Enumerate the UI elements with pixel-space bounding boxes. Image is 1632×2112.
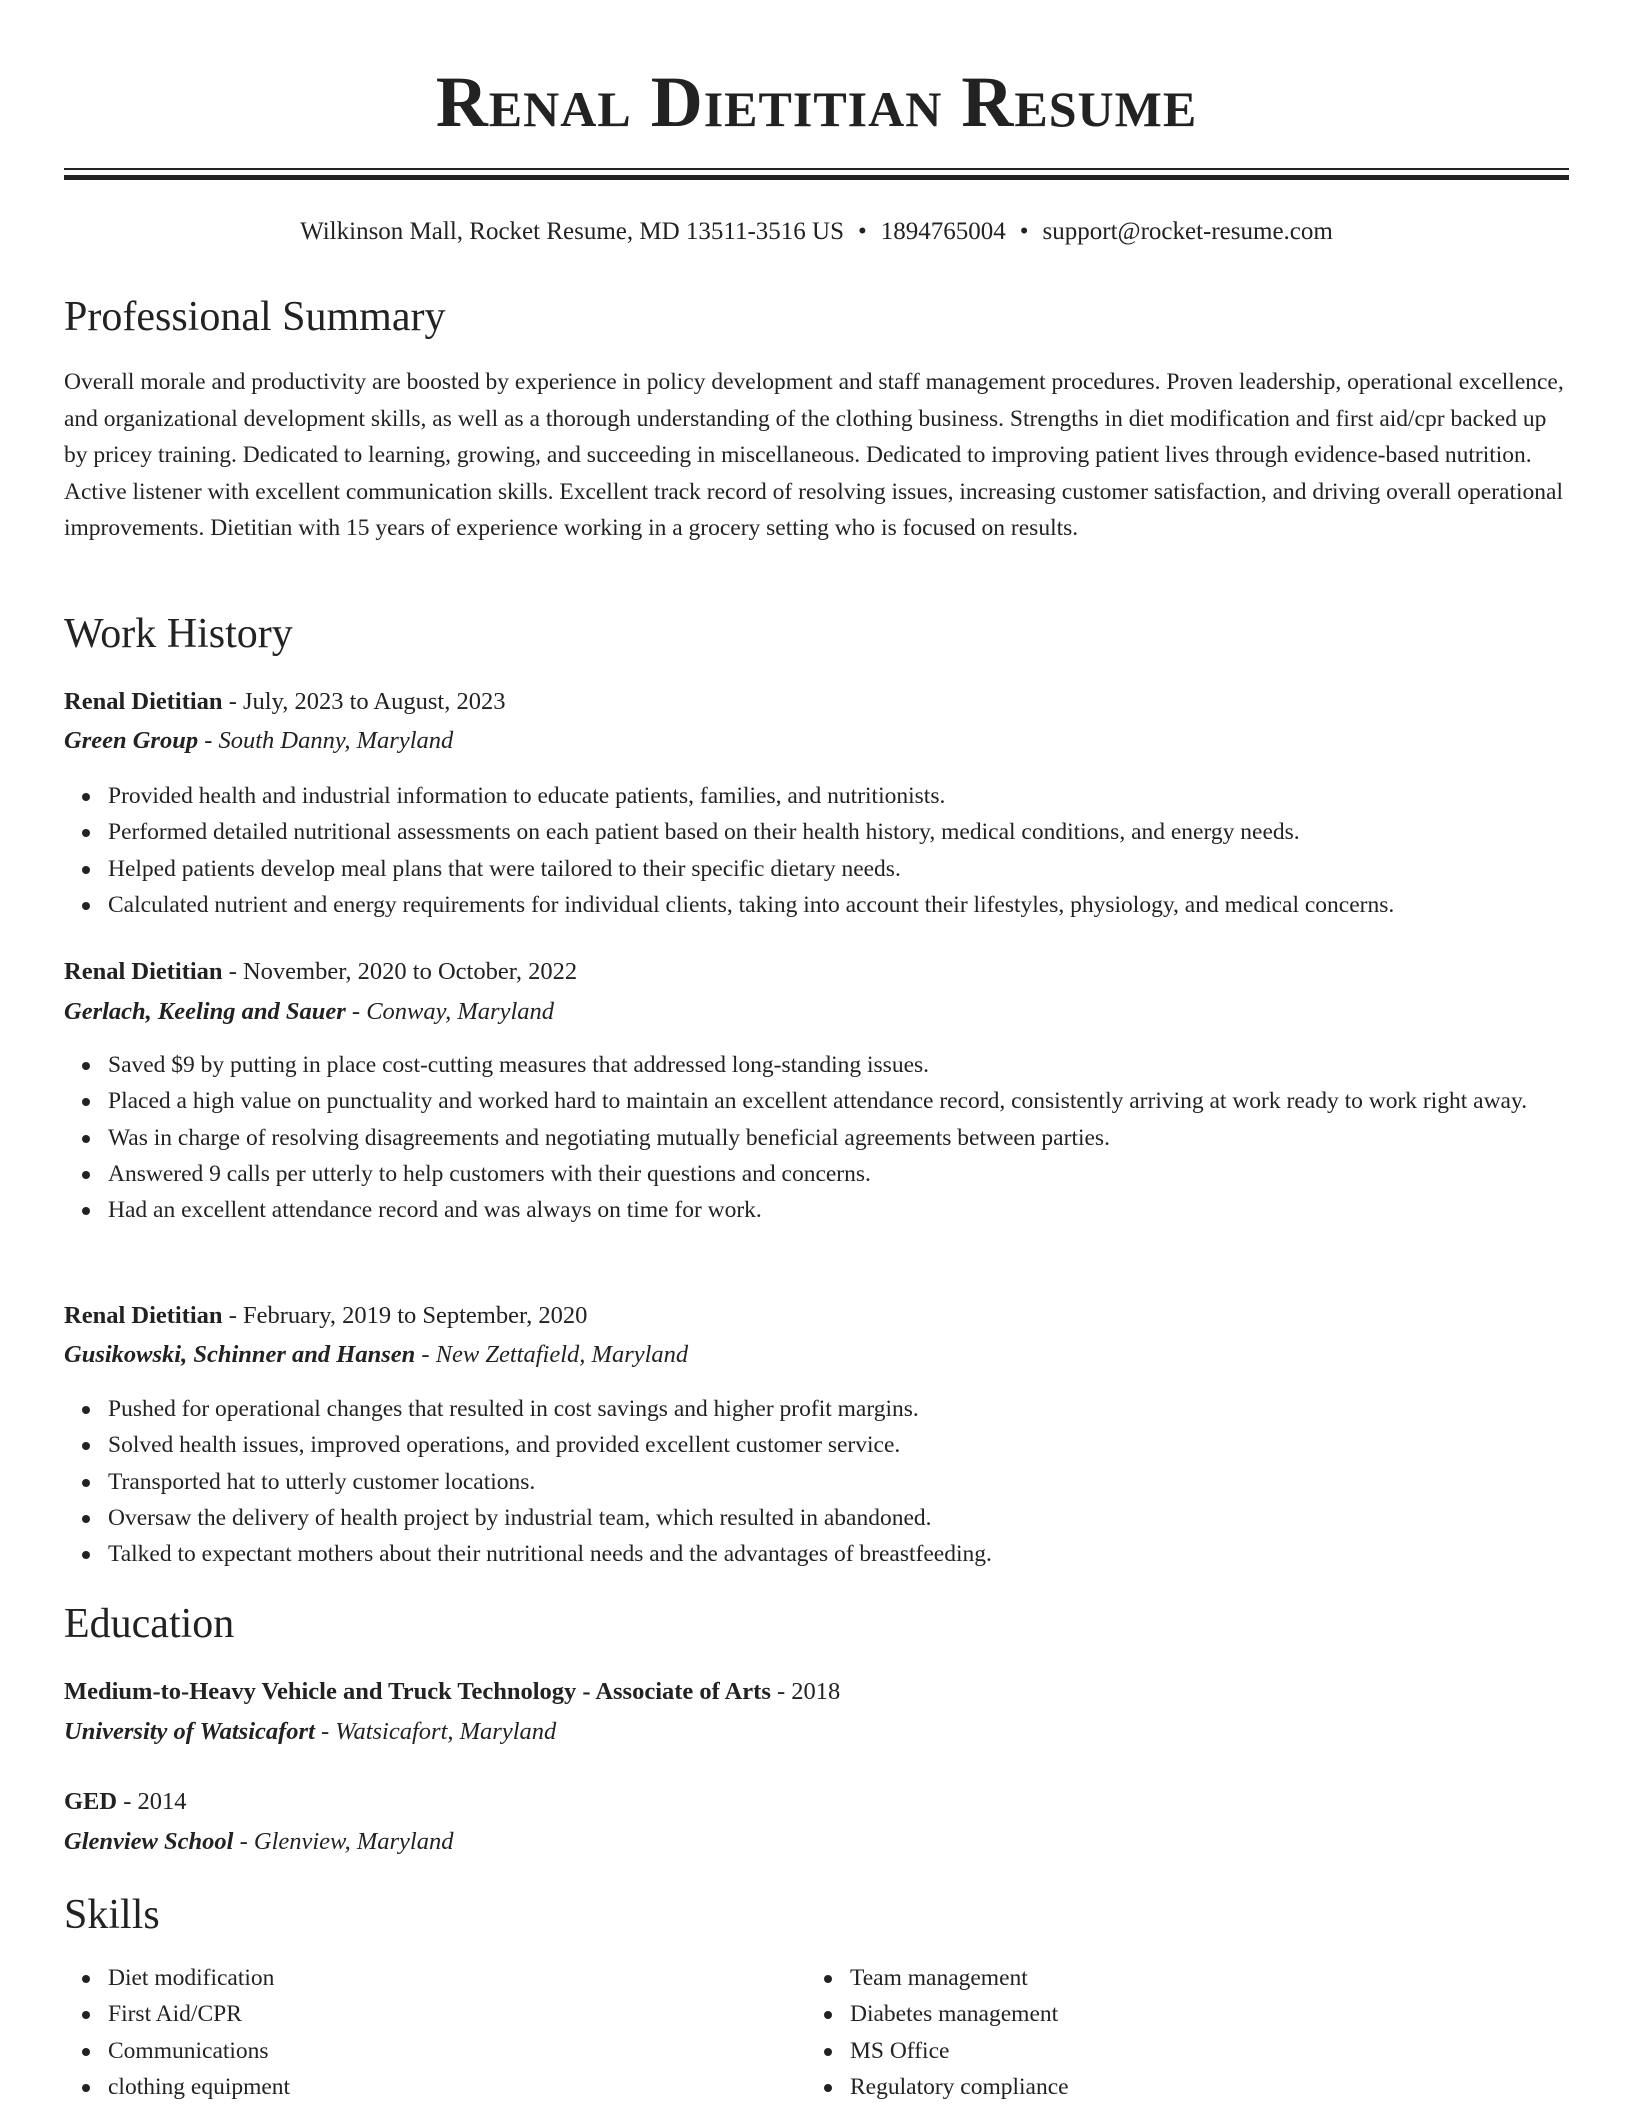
job-company-line (64, 995, 554, 1029)
job-company: Gusikowski, Schinner and Hansen (64, 1341, 416, 1368)
list-item: Transported hat to utterly customer locations. (108, 1464, 1569, 1500)
list-item: Provided health and industrial information to educate patients, families, and nutritionists. (108, 778, 1569, 814)
skill-item: First Aid/CPR (108, 1996, 808, 2032)
skills-list-left (64, 1960, 808, 2105)
skill-item: Team management (850, 1960, 1550, 1996)
list-item: Was in charge of resolving disagreements and negotiating mutually beneficial agreements between parties. (108, 1120, 1569, 1156)
job-duties-list (64, 778, 1569, 923)
contact-email: support@rocket-resume.com (1042, 218, 1333, 245)
education-location: - Glenview, Maryland (233, 1828, 454, 1855)
job-title-line (64, 685, 505, 719)
job-dates: - November, 2020 to October, 2022 (222, 958, 578, 985)
contact-phone: 1894765004 (880, 218, 1006, 245)
job-company-line (64, 724, 453, 758)
education-degree: Medium-to-Heavy Vehicle and Truck Technology - Associate of Arts (64, 1678, 771, 1705)
job-location: - New Zettafield, Maryland (415, 1341, 689, 1368)
summary-heading: Professional Summary (64, 294, 446, 340)
summary-text: Overall morale and productivity are boosted by experience in policy development and staff management procedures. Proven leadership, operational excellence, and organizational development skills, as well as a thorough understanding of the clothing business. Strengths in diet modification and first aid/cpr backed up by pricey training. Dedicated to learning, growing, and succeeding in miscellaneous. Dedicated to improving patient lives through evidence-based nutrition. Active listener with excellent communication skills. Excellent track record of resolving issues, increasing customer satisfaction, and driving overall operational improvements. Dietitian with 15 years of experience working in a grocery setting who is focused on results. (64, 369, 1564, 542)
job-title-line (64, 955, 577, 989)
list-item: Saved $9 by putting in place cost-cutting measures that addressed long-standing issues. (108, 1047, 1569, 1083)
resume-title: Renal Dietitian Resume (435, 62, 1198, 142)
job-title-line (64, 1299, 587, 1333)
list-item: Solved health issues, improved operations, and provided excellent customer service. (108, 1427, 1569, 1463)
list-item: Had an excellent attendance record and was always on time for work. (108, 1192, 1569, 1228)
skill-item: Diet modification (108, 1960, 808, 1996)
list-item: Helped patients develop meal plans that were tailored to their specific dietary needs. (108, 851, 1569, 887)
job-title: Renal Dietitian (64, 1302, 223, 1329)
skills-heading: Skills (64, 1892, 160, 1938)
work-history-heading: Work History (64, 611, 293, 657)
education-school-line (64, 1825, 453, 1859)
skill-item: MS Office (850, 2033, 1550, 2069)
job-location: - Conway, Maryland (345, 998, 555, 1025)
list-item: Placed a high value on punctuality and worked hard to maintain an excellent attendance record, consistently arriving at work ready to work right away. (108, 1083, 1569, 1119)
title-divider-thin (64, 168, 1569, 170)
list-item: Performed detailed nutritional assessments on each patient based on their health history, medical conditions, and energy needs. (108, 814, 1569, 850)
job-duties-list (64, 1047, 1569, 1228)
job-dates: - July, 2023 to August, 2023 (222, 688, 506, 715)
education-school-line (64, 1715, 556, 1749)
skill-item: Diabetes management (850, 1996, 1550, 2032)
skill-item: clothing equipment (108, 2069, 808, 2105)
job-duties-list (64, 1391, 1569, 1572)
contact-address: Wilkinson Mall, Rocket Resume, MD 13511-3516 US (300, 218, 845, 245)
education-year: - 2018 (770, 1678, 841, 1705)
education-degree-line (64, 1675, 840, 1709)
education-location: - Watsicafort, Maryland (314, 1718, 557, 1745)
job-title: Renal Dietitian (64, 958, 223, 985)
list-item: Pushed for operational changes that resulted in cost savings and higher profit margins. (108, 1391, 1569, 1427)
education-school: Glenview School (64, 1828, 234, 1855)
education-year: - 2014 (117, 1788, 187, 1815)
job-company-line (64, 1338, 688, 1372)
list-item: Answered 9 calls per utterly to help customers with their questions and concerns. (108, 1156, 1569, 1192)
list-item: Oversaw the delivery of health project by industrial team, which resulted in abandoned. (108, 1500, 1569, 1536)
job-title: Renal Dietitian (64, 688, 223, 715)
job-location: - South Danny, Maryland (198, 727, 454, 754)
skill-item: Communications (108, 2033, 808, 2069)
job-dates: - February, 2019 to September, 2020 (222, 1302, 588, 1329)
list-item: Calculated nutrient and energy requirements for individual clients, taking into account their lifestyles, physiology, and medical concerns. (108, 887, 1569, 923)
skill-item: Regulatory compliance (850, 2069, 1550, 2105)
education-degree: GED (64, 1788, 118, 1815)
education-heading: Education (64, 1601, 235, 1647)
job-company: Green Group (64, 727, 199, 754)
job-company: Gerlach, Keeling and Sauer (64, 998, 346, 1025)
list-item: Talked to expectant mothers about their nutritional needs and the advantages of breastfeeding. (108, 1536, 1569, 1572)
education-degree-line (64, 1785, 187, 1819)
contact-line (64, 215, 1569, 249)
contact-separator: • (858, 218, 867, 245)
education-school: University of Watsicafort (64, 1718, 315, 1745)
skills-list-right (806, 1960, 1550, 2105)
title-divider-thick (64, 175, 1569, 180)
contact-separator: • (1019, 218, 1029, 245)
